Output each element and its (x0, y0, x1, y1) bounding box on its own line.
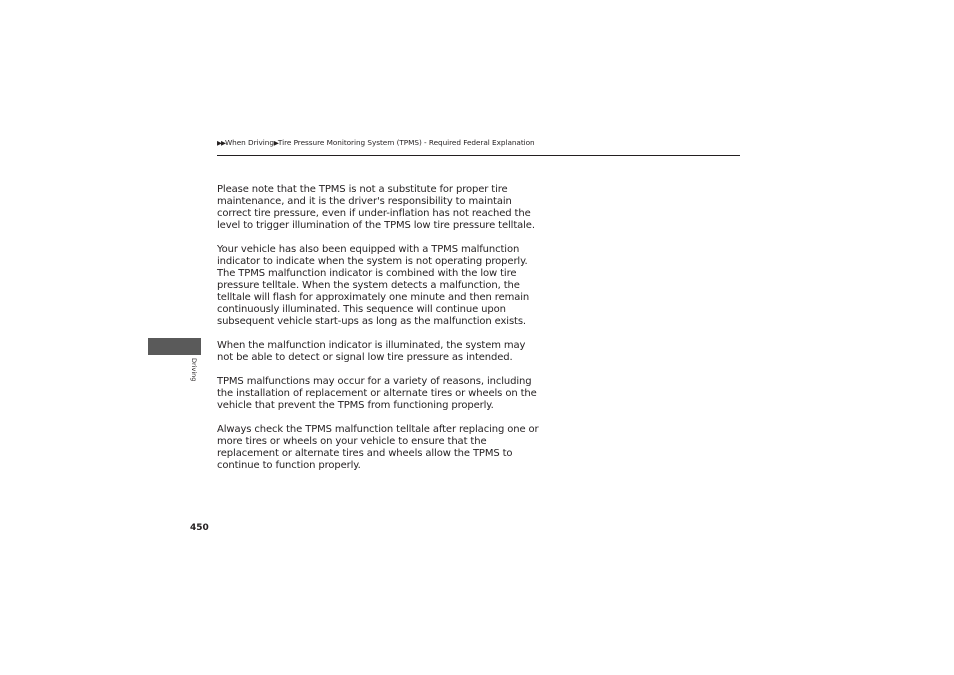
paragraph-1: Please note that the TPMS is not a substitute for proper tire maintenance, and it is the driver's responsibility to maintain correct tire pressure, even if under-inflation has not reached the level to trigger illumination of the TPMS low tire pressure telltale. (217, 184, 535, 231)
paragraph-5: Always check the TPMS malfunction telltale after replacing one or more tires or wheels on your vehicle to ensure that the replacement or alternate tires and wheels allow the TPMS to continue to function properly. (217, 424, 539, 471)
breadcrumb-double-arrow-icon: ▶▶ (217, 139, 225, 147)
paragraph-3: When the malfunction indicator is illuminated, the system may not be able to detect or signal low tire pressure as intended. (217, 340, 526, 363)
page-number: 450 (190, 523, 209, 533)
section-tab (148, 338, 201, 355)
breadcrumb-topic: Tire Pressure Monitoring System (TPMS) - Required Federal Explanation (277, 138, 535, 147)
body-text (217, 184, 547, 484)
breadcrumb (217, 138, 535, 148)
breadcrumb-arrow-icon: ▶ (273, 139, 278, 147)
paragraph-4: TPMS malfunctions may occur for a variety of reasons, including the installation of replacement or alternate tires or wheels on the vehicle that prevent the TPMS from functioning properly. (217, 376, 537, 411)
header-divider (217, 155, 740, 156)
section-label: Driving (190, 358, 198, 382)
paragraph-2: Your vehicle has also been equipped with a TPMS malfunction indicator to indicate when the system is not operating properly. The TPMS malfunction indicator is combined with the low tire pressure telltale. When the system detects a malfunction, the telltale will flash for approximately one minute and then remain continuously illuminated. This sequence will continue upon subsequent vehicle start-ups as long as the malfunction exists. (217, 244, 530, 327)
breadcrumb-section-link[interactable]: When Driving (225, 138, 274, 147)
